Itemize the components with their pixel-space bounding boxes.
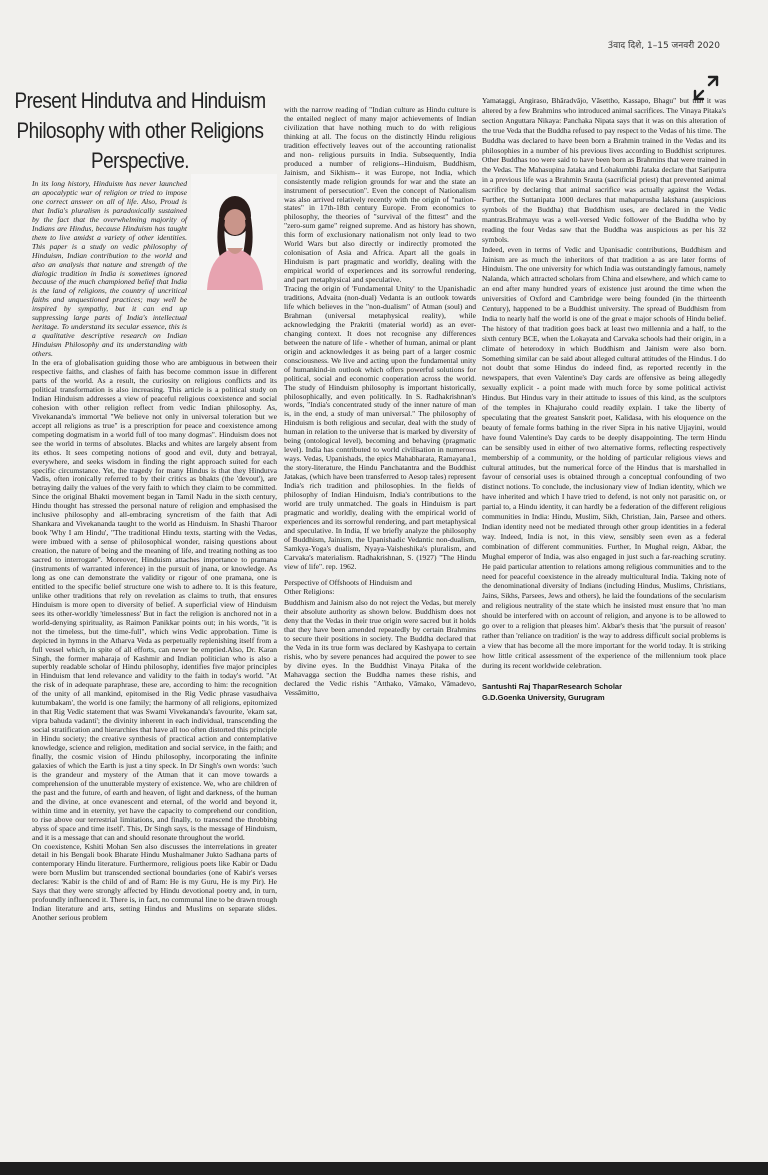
article-column-1	[32, 180, 277, 1150]
article-paragraph: Indeed, even in terms of Vedic and Upanisadic contributions, Buddhism and Jainism are as much the inheritors of that tradition a as are later forms of Hinduism. The one university for which India was outstandingly famous, namely Nalanda, which attracted scholars from China and elsewhere, and which came to an end after many hundred years of existence just around the time when the universities of Oxford and Cambridge were being founded (in the thirteenth Century), happened to be a Buddhist university. The spread of Buddhism from India to nearly half the world is one of the great e major schools of Hindu belief. The history of that tradition goes back at least two millennia and a half, to the sixth century BCE, when the Lokayata and Carvaka schools had their origin, in a climate of heterodoxy in which Buddhism and Jainism were also born. Something similar can be said about alleged cultural attitudes of the Hindus. I do not doubt that some Hindus do indeed find, as reported recently in the newspapers, that even Valentine's Day cards are offensive as being allegedly sexually explicit - a point made with much force by some political activist Hindus. But Hindus vary in their attitude to issues of this kind, as the sculptors of the temples in Khajuraho could readily explain. I take the liberty of speculating that the greatest Sanskrit poet, Kalidasa, with his eloquence on the beauty of female forms bathing in the river Sipra in his native Ujjayini, would have found Valentine's Day cards to be deeply disappointing. The term Hindu can be sensibly used in either of two alternative forms, reflecting respectively membership of a community, or the holding of particular religious views and cultural attitudes, but the numerical force of the Hindus that is marshalled in favour of censorial uses is obtained through a conceptual confounding of two distinct notions. To conclude, the inclusionary view of Indian identity, which we have inherited and which I have tried to defend, is not only not parasitic on, or partial to, a Hindu identity, it can hardly be a federation of the different religious communities in India: Hindu, Muslim, Sikh, Christian, Jain, Parsee and others. Indian identity need not be mediated through other group identities in a federal way. Indeed, India is not, in this view, sensibly seen even as a federal combination of different communities. Further, In Mughal reign, Akbar, the Mughal emperor of India, was also engaged in just such a far-reaching scrutiny. He paid particular attention to relations among religious communities and to the need for peaceful coexistence in the already multicultural India. Taking note of the denominational diversity of Indians (including Hindus, Muslims, Christians, Jains, Sikhs, Parsees, Jews and others), he laid the foundations of the secularism and religious neutrality of the state which he insisted must ensure that 'no man should be interfered with on account of religion, and anyone is to be allowed to go over to a religion that pleases him'. Akbar's thesis that 'the pursuit of reason' rather than 'reliance on tradition' is the way to address difficult social problems is a view that has become all the more important for the world today. It is striking how little critical assessment of the experience of the millennium took place during its recent worldwide celebration.	[482, 244, 726, 670]
masthead-date: 3ंवाद दिशे, 1–15 जनवरी 2020	[607, 41, 720, 51]
article-intro: In its long history, Hinduism has never launched an apocalyptic war of religion or tried to impose one correct answer on all of life. Also, Proud is that India's pluralism is paradoxically sustained by the fact that the overwhelming majority of Indians are Hindus, because Hinduism has taught them to live amidst a variety of other identities. This paper is a study on vedic philosophy of Hinduism, Indian contribution to the world and also an analysis that nature and strength of the dialogic tradition in India is sometimes ignored because of the much championed belief that India is the land of religions, the country of uncritical faiths and unquestioned practices; may well be inspired by sympathy, but it can end up suppressing large parts of India's intellectual heritage. To understand its secular essence, this is a qualitative descriptive research on Indian Hinduism Philosophy and its understanding with others.	[32, 180, 187, 359]
author-affiliation: G.D.Goenka University, Gurugram	[482, 692, 605, 702]
author-credit	[482, 681, 726, 703]
section-heading	[284, 579, 476, 597]
article-paragraph: with the narrow reading of "Indian culture as Hindu culture is the entailed neglect of many major achievements of Indian civilization that have nothing much to do with religious thinking at all. The focus on the distinctly Hindu religious tradition effectively leaves out of the accounting rationalist and non- religious pursuits in India. Subsequently, India produced a number of religions--Hinduism, Buddhism, Jainism, and Sikhism-- it was Europe, not India, which consistently made religion grounds for war and the state an instrument of persecution". Even the concept of Nationalism was also arrived relatively recently with the origin of "nation-states" in 17th-18th century Europe. From economics to philosophy, the theories of "survival of the fittest" and the "zero-sum game" reigned supreme. And as history has shown, this form of exclusionary nationalism not only lead to two World Wars but also directly or indirectly promoted the colonisation of Asia and Africa. Apart all the goals in Hinduism is part pragmatic and worldly, dealing with the empirical world of experiences and its sorrowful rendering, and part metaphysical and speculative.	[284, 106, 476, 285]
article-paragraph: Yamataggi, Angiraso, Bhāradvājo, Vāsettho, Kassapo, Bhagu" but that it was altered by a few Brahmins who introduced animal sacrifices. The Vinaya Pitaka's section Anguttara Nikaya: Panchaka Nipata says that it was on this alteration of the true Veda that the Buddha refused to pay respect to the Vedas of his time. The Buddha was declared to have been born a Brahmin trained in the Vedas and its philosophies in a number of his previous lives according to Buddhist scriptures. Other Buddhas too were said to have been born as Brahmins that were trained in the Vedas. The Mahasupina Jataka and Lohakumbhi Jataka declare that Sariputra in a previous life was a Brahmin Srauta (sacrificial priest) that prevented animal sacrifice by declaring that animal sacrifice was actually against the Vedas. Further, the Suttanipata 1000 declares that mahapurusha lakshana (auspicious symbols of the Buddha) that Buddhism uses, are declared in the Vedic mantras.Brahmayu was a well-versed Vedic follower of the Buddha who by reading the four Vedas saw that the Buddha was auspicious as per his 32 symbols.	[482, 96, 726, 244]
article-paragraph: In the era of globalisation guiding those who are ambiguous in between their respective faiths, and clashes of faith has become common issue in different parts of the world. As a result, the curiosity on religious conflicts and its political transformation is also increasing. This article is a political study on Indian Hinduism addresses a view of peaceful religious coexistence and social cohesion with other religion reflect from vedic Indian philosophy. As, Vivekananda's immortal "We believe not only in universal toleration but we accept all religions as true" is a prescription for peace and coexistence among competing dogmatism in a world full of too many dogmas". Hinduism does not see the world in terms of absolutes. Blacks and whites are largely absent from its ethos. It sees competing notions of good and evil, duty and betrayal, everywhere, and seeks wisdom in finding the right approach suited for each specific circumstance. Yet, the tragedy for many Hindus is that they Hindutva Vadis, often ironically referred to by their critics as bhakts (the 'devout'), are betraying daily the values of the very faith to which they claim to be committed. Since the original Bhakti movement began in Tamil Nadu in the sixth century, Hindu thought has stressed the personal nature of religion and emphasised the inclusive philosophy and all-embracing syncretism of the faith that Adi Shankara and Vivekananda taught to the world as Hinduism. In Shashi Tharoor book 'Why I am Hindu', "The traditional Hindu texts, starting with the Vedas, were imbued with a sense of philosophical wonder, raising questions about creation, the nature of being and the meaning of life, and treating nothing as too sacred to interrogate". Moreover, Hinduism attaches importance to pramana (instruments of warranted inference) in the pursuit of jnana, or knowledge. As long as one can demonstrate the validity or rigour of one pramana, one is entitled to the specific belief structure one wish to adhere to. It is this feature, unlike other traditions that rely on revelation as claims to truth, that ensures Hinduism is more open to diversity of belief. A superficial view of Hinduism sees its other-worldly 'timelessness' But in fact the religion is anchored not in a world-denying spirituality, as Raimon Panikkar points out; in his words, "it is not the timeless, but the time-full", which wins Vedic approbation. Time is depicted in hymns in the Atharva Veda as perpetually replenishing itself from a full vessel which, in spite of all efforts, can never be emptied.Also, Dr. Karan Singh, the former maharaja of Kashmir and Indian politician who is also a superbly readable scholar of Hindu philosophy, identifies five major principles in Hinduism that lend relevance and validity to the faith in today's world. "At the risk of in adequate paraphrase, these are, according to him: the recognition of the unity of all mankind, epitomised in the Rig Vedic phrase vasudhaiva kutumbakam', the world is one family; the harmony of all religions, epitomized in that Rig Vedic statement that was Swami Vivekananda's favourite, 'ekam sat, vipra bahuda vadanti'; the divinity inherent in each individual, transcending the social stratification and hierarchies that have all too often distorted this principle in Hindu society; the creative synthesis of practical action and contemplative knowledge, science and religion, meditation and social service, in the faith; and finally, the cosmic vision of Hindu philosophy, incorporating the infinite galaxies of which the Earth is just a tiny speck. In Dr Singh's own words: 'such is the grandeur and mystery of the Atman that it can move towards a comprehension of the unutterable mystery of existence. We, who are children of the past and the future, of earth and heaven, of light and darkness, of the human and the divine, at once evanescent and eternal, of the world and beyond it, within time and in eternity, yet have the capacity to comprehend our condition, to rise above our terrestrial limitations, and finally, to transcend the throbbing abyss of space and time itself'. This, Dr Singh says, is the message of Hinduism, and it is a message that can and should resonate throughout the world.	[32, 358, 277, 842]
article-headline	[5, 86, 275, 176]
author-name: Santushti Raj ThaparResearch Scholar	[482, 681, 623, 691]
article-paragraph: Tracing the origin of 'Fundamental Unity' to the Upanishadic traditions, Advaita (non-dual) Vedanta is an outlook towards life which believes in the "non-dualism" of Atman (soul) and Brahman (universal metaphysical reality), while acknowledging the Prakriti (material world) as an ever-changing context. It does not recognise any differences between the nature of life - whether of human, animal or plant origin and acknowledges it as being part of a larger cosmic consciousness. We live and acting upon the fundamental unity of humankind-in outlook which offers powerful solutions for political, social and economic cooperation across the world. The study of Hinduism philosophy is important historically, philosophically, and even politically. In S. Radhakrishnan's words, "India's concentrated study of the inner nature of man is, in the end, a study of man universal." The philosophy of Hinduism is both religious and secular, deal with the study of human in relation to the universe that is marked by diversity of being (ontological level), becoming and behaving (pragmatic level). India has contributed to world civilisation in numerous ways. Vedas, Upanishads, the epics Mahabharata, Ramayana1, the story-literature, the Hindu Panchatantra and the Buddhist Jatakas, (which have been transferred to Aesop tales) represent India's rich tradition and philosophies. In the fields of philosophy of Indian Hinduism, India's contributions to the world are truly unmatched. The goals in Hinduism is part pragmatic and worldly, dealing with the empirical world of experiences and its sorrowful rendering, and part metaphysical and speculative. In India, If we briefly analyze the philosophy of Buddhism, Jainism, the Upanishadic Vedantic non-dualism, Samkya-Yoga's dualism, Nyaya-Vaisheshika's pluralism, and Carvaka's materialism. Radhakrishnan, S. (1927) "The Hindu view of life". rep. 1962.	[284, 284, 476, 571]
article-paragraph: Buddhism and Jainism also do not reject the Vedas, but merely their absolute authority as shown below. Buddhism does not deny that the Vedas in their true origin were sacred but it holds that they have been amended repeatedly by certain Brahmins to secure their positions in society. The Buddha declared that the Veda in its true form was declared by Kashyapa to certain rishis, who by severe penances had acquired the power to see by divine eyes. In the Buddhist Vinaya Pitaka of the Mahavagga section the Buddha names these rishis, and declared the Vedic rishis "Atthako, Vāmako, Vāmadevo, Vessāmitto,	[284, 598, 476, 697]
section-heading-line-1: Perspective of Offshoots of Hinduism and	[284, 577, 412, 587]
bottom-bar	[0, 1162, 768, 1175]
article-column-2	[284, 106, 476, 1161]
article-paragraph: On coexistence, Kshiti Mohan Sen also discusses the interrelations in greater detail in his Bengali book Bharate Hindu Mushalmaner Jukto Sadhana parts of contemporary Hindu literature. Furthermore, religious poets like Kabir or Dadu were born Muslim but transcended sectional boundaries (one of Kabir's verses declares: 'Kabir is the child of and of Ram: He is my Guru, He is my Pir). He Says that they were strongly affected by Hindu devotional poetry and, in turn, profoundly influenced it. There is, in fact, no communal line to be drawn trough Indian literature and arts, setting Hindus and Muslims on separate slides. Another serious problem	[32, 841, 277, 923]
section-heading-line-2: Other Religions:	[284, 586, 335, 596]
article-column-3	[482, 96, 726, 1146]
headline-line-1: Present Hindutva and Hinduism	[14, 88, 266, 113]
headline-line-2: Philosophy with other Religions Perspective.	[16, 118, 264, 173]
